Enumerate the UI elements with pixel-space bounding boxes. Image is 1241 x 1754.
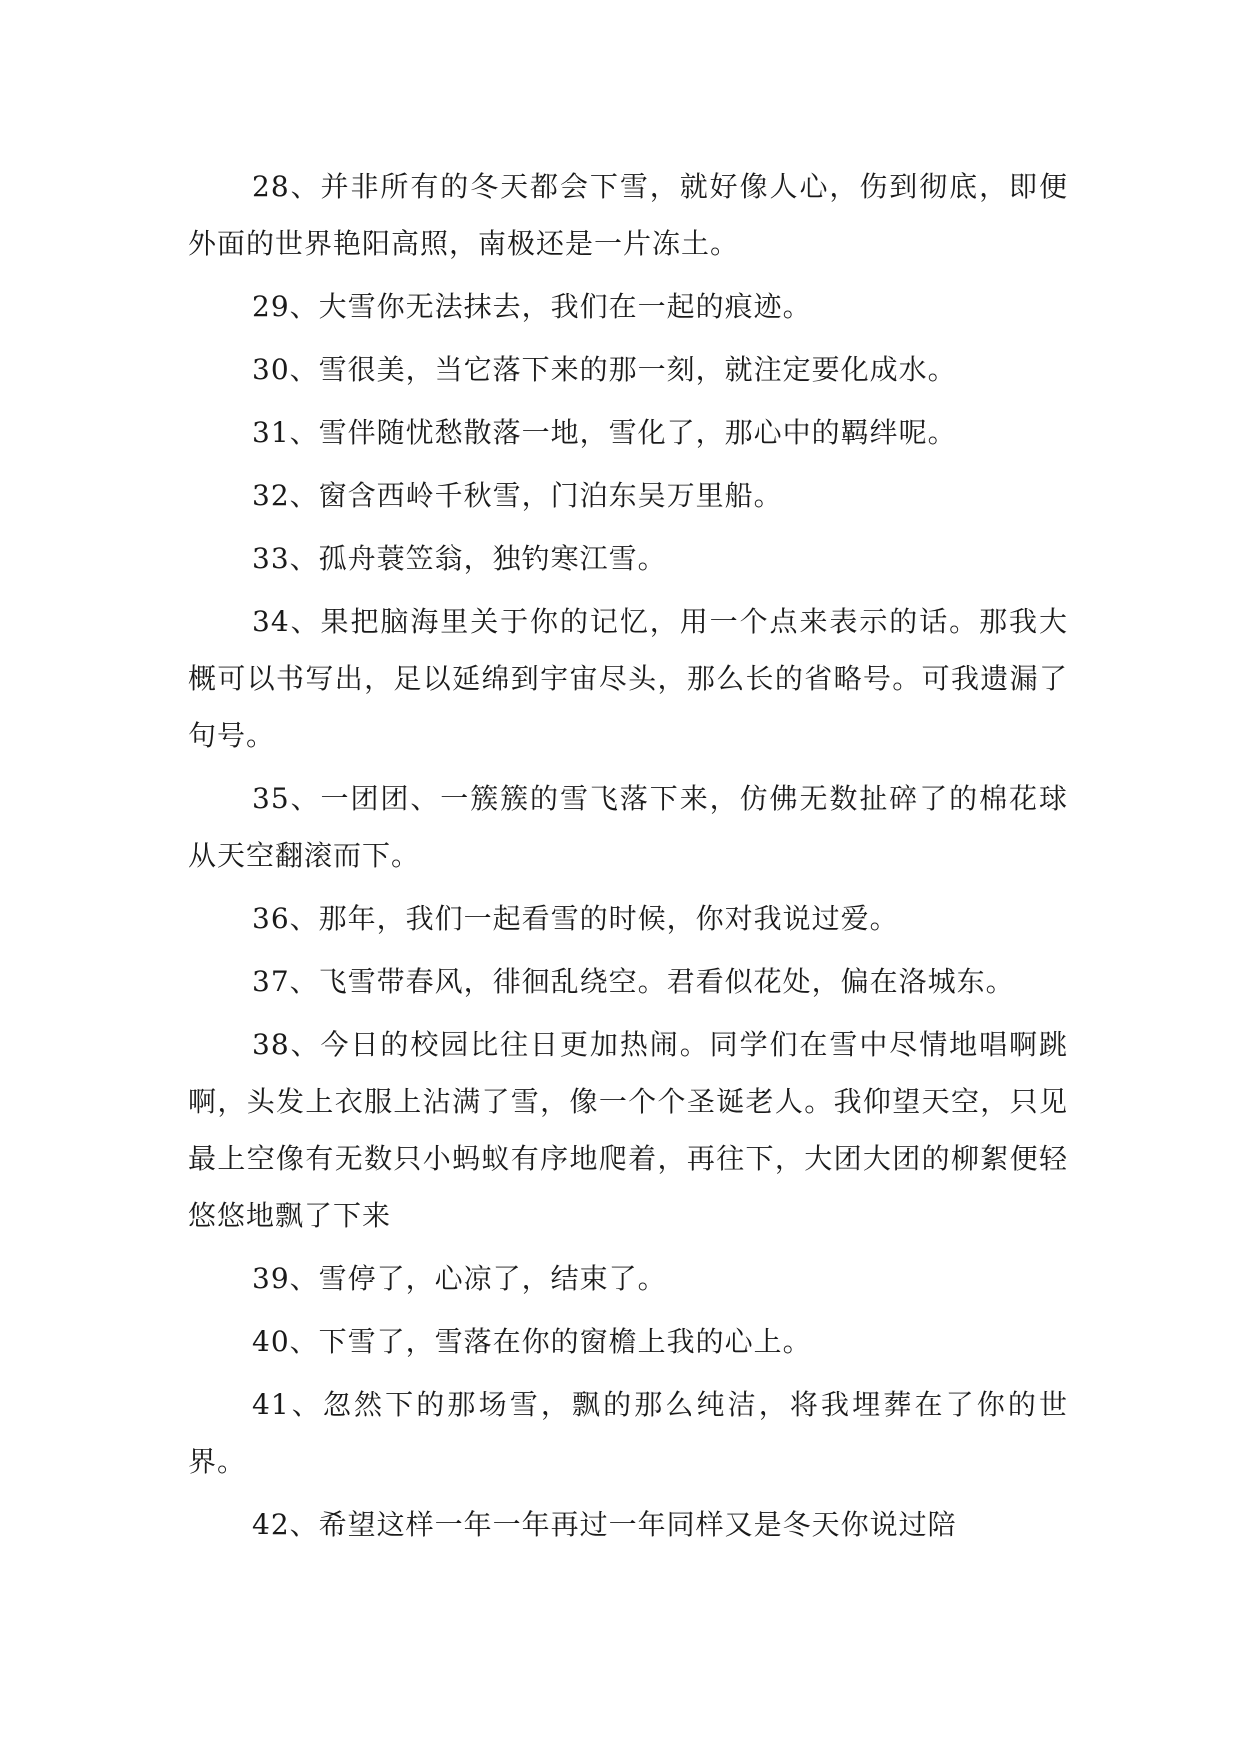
paragraph-40: 40、下雪了，雪落在你的窗檐上我的心上。 — [252, 1325, 812, 1358]
paragraph-36: 36、那年，我们一起看雪的时候，你对我说过爱。 — [252, 902, 899, 935]
paragraph-42: 42、希望这样一年一年再过一年同样又是冬天你说过陪 — [252, 1508, 957, 1541]
paragraph-28: 28、并非所有的冬天都会下雪，就好像人心，伤到彻底，即便外面的世界艳阳高照，南极还是一片冻土。 — [188, 170, 1068, 260]
paragraph-33: 33、孤舟蓑笠翁，独钓寒江雪。 — [252, 542, 667, 575]
paragraph-35: 35、一团团、一簇簇的雪飞落下来，仿佛无数扯碎了的棉花球从天空翻滚而下。 — [188, 782, 1068, 872]
paragraph-29: 29、大雪你无法抹去，我们在一起的痕迹。 — [252, 290, 812, 323]
paragraph-31: 31、雪伴随忧愁散落一地，雪化了，那心中的羁绊呢。 — [252, 416, 957, 449]
paragraph-38: 38、今日的校园比往日更加热闹。同学们在雪中尽情地唱啊跳啊，头发上衣服上沾满了雪，像一个个圣诞老人。我仰望天空，只见最上空像有无数只小蚂蚁有序地爬着，再往下，大团大团的柳絮便轻悠悠地飘了下来 — [188, 1028, 1068, 1232]
paragraph-34: 34、果把脑海里关于你的记忆，用一个点来表示的话。那我大概可以书写出，足以延绵到宇宙尽头，那么长的省略号。可我遗漏了句号。 — [188, 605, 1068, 752]
paragraph-41: 41、忽然下的那场雪，飘的那么纯洁，将我埋葬在了你的世界。 — [188, 1388, 1068, 1478]
paragraph-32: 32、窗含西岭千秋雪，门泊东吴万里船。 — [252, 479, 783, 512]
document-body — [188, 158, 1068, 1559]
paragraph-30: 30、雪很美，当它落下来的那一刻，就注定要化成水。 — [252, 353, 957, 386]
paragraph-39: 39、雪停了，心凉了，结束了。 — [252, 1262, 667, 1295]
paragraph-37: 37、飞雪带春风，徘徊乱绕空。君看似花处，偏在洛城东。 — [252, 965, 1015, 998]
